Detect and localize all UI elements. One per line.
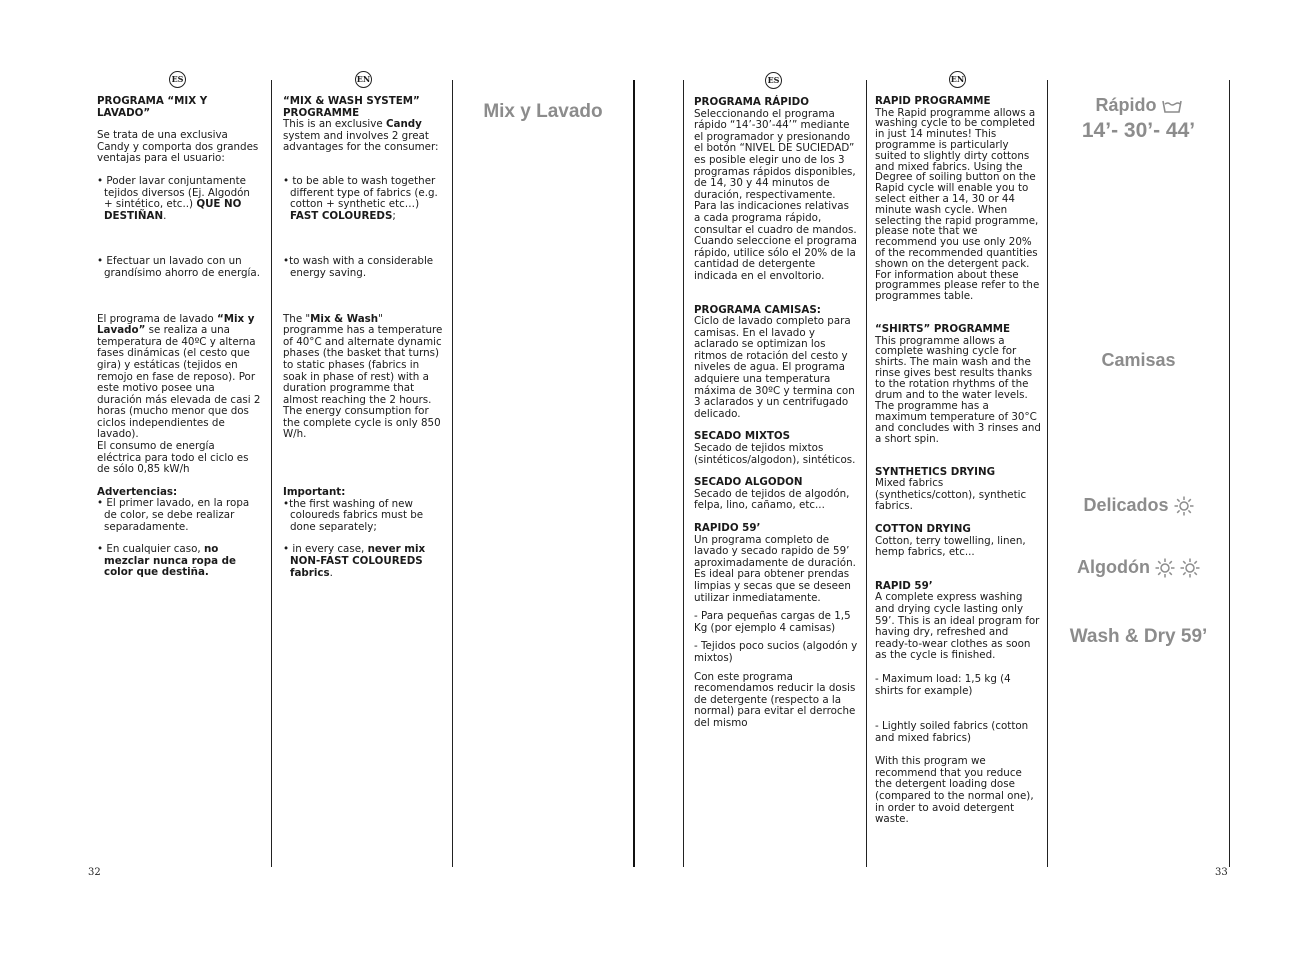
- sun-icon: [1174, 495, 1194, 515]
- heading-delicados-label: Delicados: [1083, 495, 1169, 515]
- section-text: Un programa completo de lavado y secado rapido de 59’ aproximadamente de duración. Es ideal para obtener prendas limpias y secas que se deseen utilizar inmediatamente.: [694, 533, 856, 604]
- divider-center: [633, 80, 635, 867]
- divider-right-4: [1229, 80, 1230, 867]
- intro-text: This is an exclusive Candy system and involves 2 great advantages for the consumer:: [283, 118, 439, 154]
- section-title: PROGRAMA RÁPIDO: [694, 96, 809, 108]
- section-title: PROGRAMA CAMISAS:: [694, 303, 821, 316]
- important-title: Important:: [283, 486, 346, 499]
- section-text: This programme allows a complete washing cycle for shirts. The main wash and the rinse gives best results thanks to the rotation rhythms of the drum and to the water levels. The programme has a maximum temperature of 30°C and concludes with 3 rinses and a short spin.: [875, 334, 1041, 445]
- intro-text: Se trata de una exclusiva Candy y comporta dos grandes ventajas para el usuario:: [97, 129, 259, 165]
- divider-left-2: [452, 80, 453, 867]
- divider-right-2: [866, 80, 867, 867]
- section-title: RAPID PROGRAMME: [875, 95, 991, 107]
- heading-mix-y-lavado: Mix y Lavado: [483, 101, 603, 122]
- important-item: •the first washing of new coloureds fabrics must be done separately;: [283, 497, 424, 533]
- warnings-title: Advertencias:: [97, 485, 178, 498]
- energy-text: El consumo de energía eléctrica para todo el ciclo es de sólo 0,85 kW/h: [97, 440, 249, 476]
- divider-right-3: [1047, 80, 1048, 867]
- right-es-column: [694, 97, 858, 730]
- section-title: COTTON DRYING: [875, 522, 971, 535]
- section-title: RAPIDO 59’: [694, 522, 761, 534]
- heading-delicados: [1048, 495, 1229, 516]
- section-text: Ciclo de lavado completo para camisas. En el lavado y aclarado se optimizan los ritmos de rotación del cesto y niveles de agua. El programa adquiere una temperatura máxima de 30ºC y termina con 3 aclarados y un centrifugado delicado.: [694, 315, 855, 420]
- sun-icon: [1155, 557, 1180, 577]
- section-text: With this program we recommend that you reduce the detergent loading dose (compared to the normal one), in order to avoid detergent waste.: [875, 755, 1034, 826]
- es-badge-right: ES: [765, 72, 782, 89]
- important-item: • in every case, never mix NON-FAST COLOUREDS fabrics.: [283, 543, 426, 579]
- description-text: The "Mix & Wash" programme has a temperature of 40°C and alternate dynamic phases (the basket that turns) to static phases (fabrics in soak in phase of rest) with a duration programme that almost reaching the 2 hours. The energy consumption for the complete cycle is only 850 W/h.: [283, 312, 443, 441]
- section-text: - Lightly soiled fabrics (cotton and mixed fabrics): [875, 720, 1029, 744]
- section-text: Mixed fabrics (synthetics/cotton), synthetic fabrics.: [875, 477, 1027, 513]
- bullet-item: •to wash with a considerable energy saving.: [283, 255, 434, 279]
- section-text: - Para pequeñas cargas de 1,5 Kg (por ejemplo 4 camisas): [694, 610, 851, 634]
- warning-item: • En cualquier caso, no mezclar nunca ropa de color que destiña.: [97, 543, 236, 579]
- es-badge-left: ES: [169, 71, 186, 88]
- sun-icon: [1180, 557, 1200, 577]
- section-text: - Tejidos poco sucios (algodón y mixtos): [694, 640, 858, 664]
- heading-algodon-label: Algodón: [1076, 557, 1150, 577]
- section-title: PROGRAMA “MIX Y LAVADO”: [97, 95, 208, 119]
- page-number-right: 33: [1215, 867, 1228, 878]
- bullet-item: • Efectuar un lavado con un grandísimo ahorro de energía.: [97, 255, 260, 279]
- section-text: Seleccionando el programa rápido “14’-30’-44’” mediante el programador y presionando el botón “NIVEL DE SUCIEDAD” es posible elegir uno de los 3 programas rápidos disponibles, de 14, 30 y 44 minutos de duración, respectivamente. Para las indicaciones relativas a cada programa rápido, consultar el cuadro de mandos. Cuando seleccione el programa rápido, utilice sólo el 20% de la cantidad de detergente indicada en el envoltorio.: [694, 107, 857, 282]
- heading-rapido-times: 14’- 30’- 44’: [1081, 119, 1196, 142]
- section-title: SYNTHETICS DRYING: [875, 465, 996, 478]
- en-badge-right: EN: [949, 71, 966, 88]
- right-en-column: [875, 96, 1041, 826]
- divider-left-1: [271, 80, 272, 867]
- section-title: “MIX & WASH SYSTEM” PROGRAMME: [283, 95, 420, 119]
- heading-rapido-label: Rápido: [1095, 95, 1157, 115]
- section-text: Cotton, terry towelling, linen, hemp fabrics, etc...: [875, 534, 1026, 559]
- heading-wash-dry: Wash & Dry 59’: [1069, 626, 1208, 647]
- warning-item: • El primer lavado, en la ropa de color, se debe realizar separadamente.: [97, 497, 250, 533]
- section-title: “SHIRTS” PROGRAMME: [875, 322, 1010, 335]
- section-text: Con este programa recomendamos reducir la dosis de detergente (respecto a la normal) para evitar el derroche del mismo: [694, 670, 856, 729]
- section-text: The Rapid programme allows a washing cycle to be completed in just 14 minutes! This programme is particularly suited to slightly dirty cottons and mixed fabrics. Using the Degree of soiling button on the Rapid cycle will enable you to select either a 14, 30 or 44 minute wash cycle. When selecting the rapid programme, please note that we recommend you use only 20% of the recommended quantities shown on the detergent pack. For information about these programmes please refer to the programmes table.: [875, 106, 1040, 303]
- description-text: El programa de lavado “Mix y Lavado” se realiza a una temperatura de 40ºC y alterna fases dinámicas (el cesto que gira) y estáticas (tejidos en remojo en fase de reposo). Por este motivo posee una duración más elevada de casi 2 horas (mucho menor que dos ciclos independientes de lavado).: [97, 312, 261, 441]
- page-number-left: 32: [88, 867, 101, 878]
- section-text: Secado de tejidos de algodón, felpa, lino, cañamo, etc...: [694, 487, 850, 512]
- left-en-column: [283, 96, 443, 579]
- section-title: SECADO MIXTOS: [694, 430, 791, 443]
- section-text: A complete express washing and drying cycle lasting only 59’. This is an ideal program for having dry, refreshed and ready-to-wear clothes as soon as the cycle is finished.: [875, 591, 1040, 662]
- en-badge-left: EN: [355, 71, 372, 88]
- divider-right-1: [683, 80, 684, 867]
- bullet-item: • Poder lavar conjuntamente tejidos diversos (Ej. Algodón + sintético, etc..) QUE NO DESTIÑAN.: [97, 174, 250, 222]
- section-text: - Maximum load: 1,5 kg (4 shirts for example): [875, 672, 1011, 697]
- bullet-item: • to be able to wash together different type of fabrics (e.g. cotton + synthetic etc…) FAST COLOUREDS;: [283, 174, 438, 222]
- left-es-column: [97, 96, 261, 579]
- heading-rapido: [1048, 95, 1229, 116]
- section-title: SECADO ALGODON: [694, 476, 803, 489]
- section-title: RAPID 59’: [875, 579, 933, 592]
- section-text: Secado de tejidos mixtos (sintéticos/algodon), sintéticos.: [694, 442, 856, 466]
- heading-camisas: Camisas: [1101, 350, 1176, 370]
- heading-algodon: [1048, 557, 1229, 578]
- wash-basin-icon: [1162, 95, 1182, 115]
